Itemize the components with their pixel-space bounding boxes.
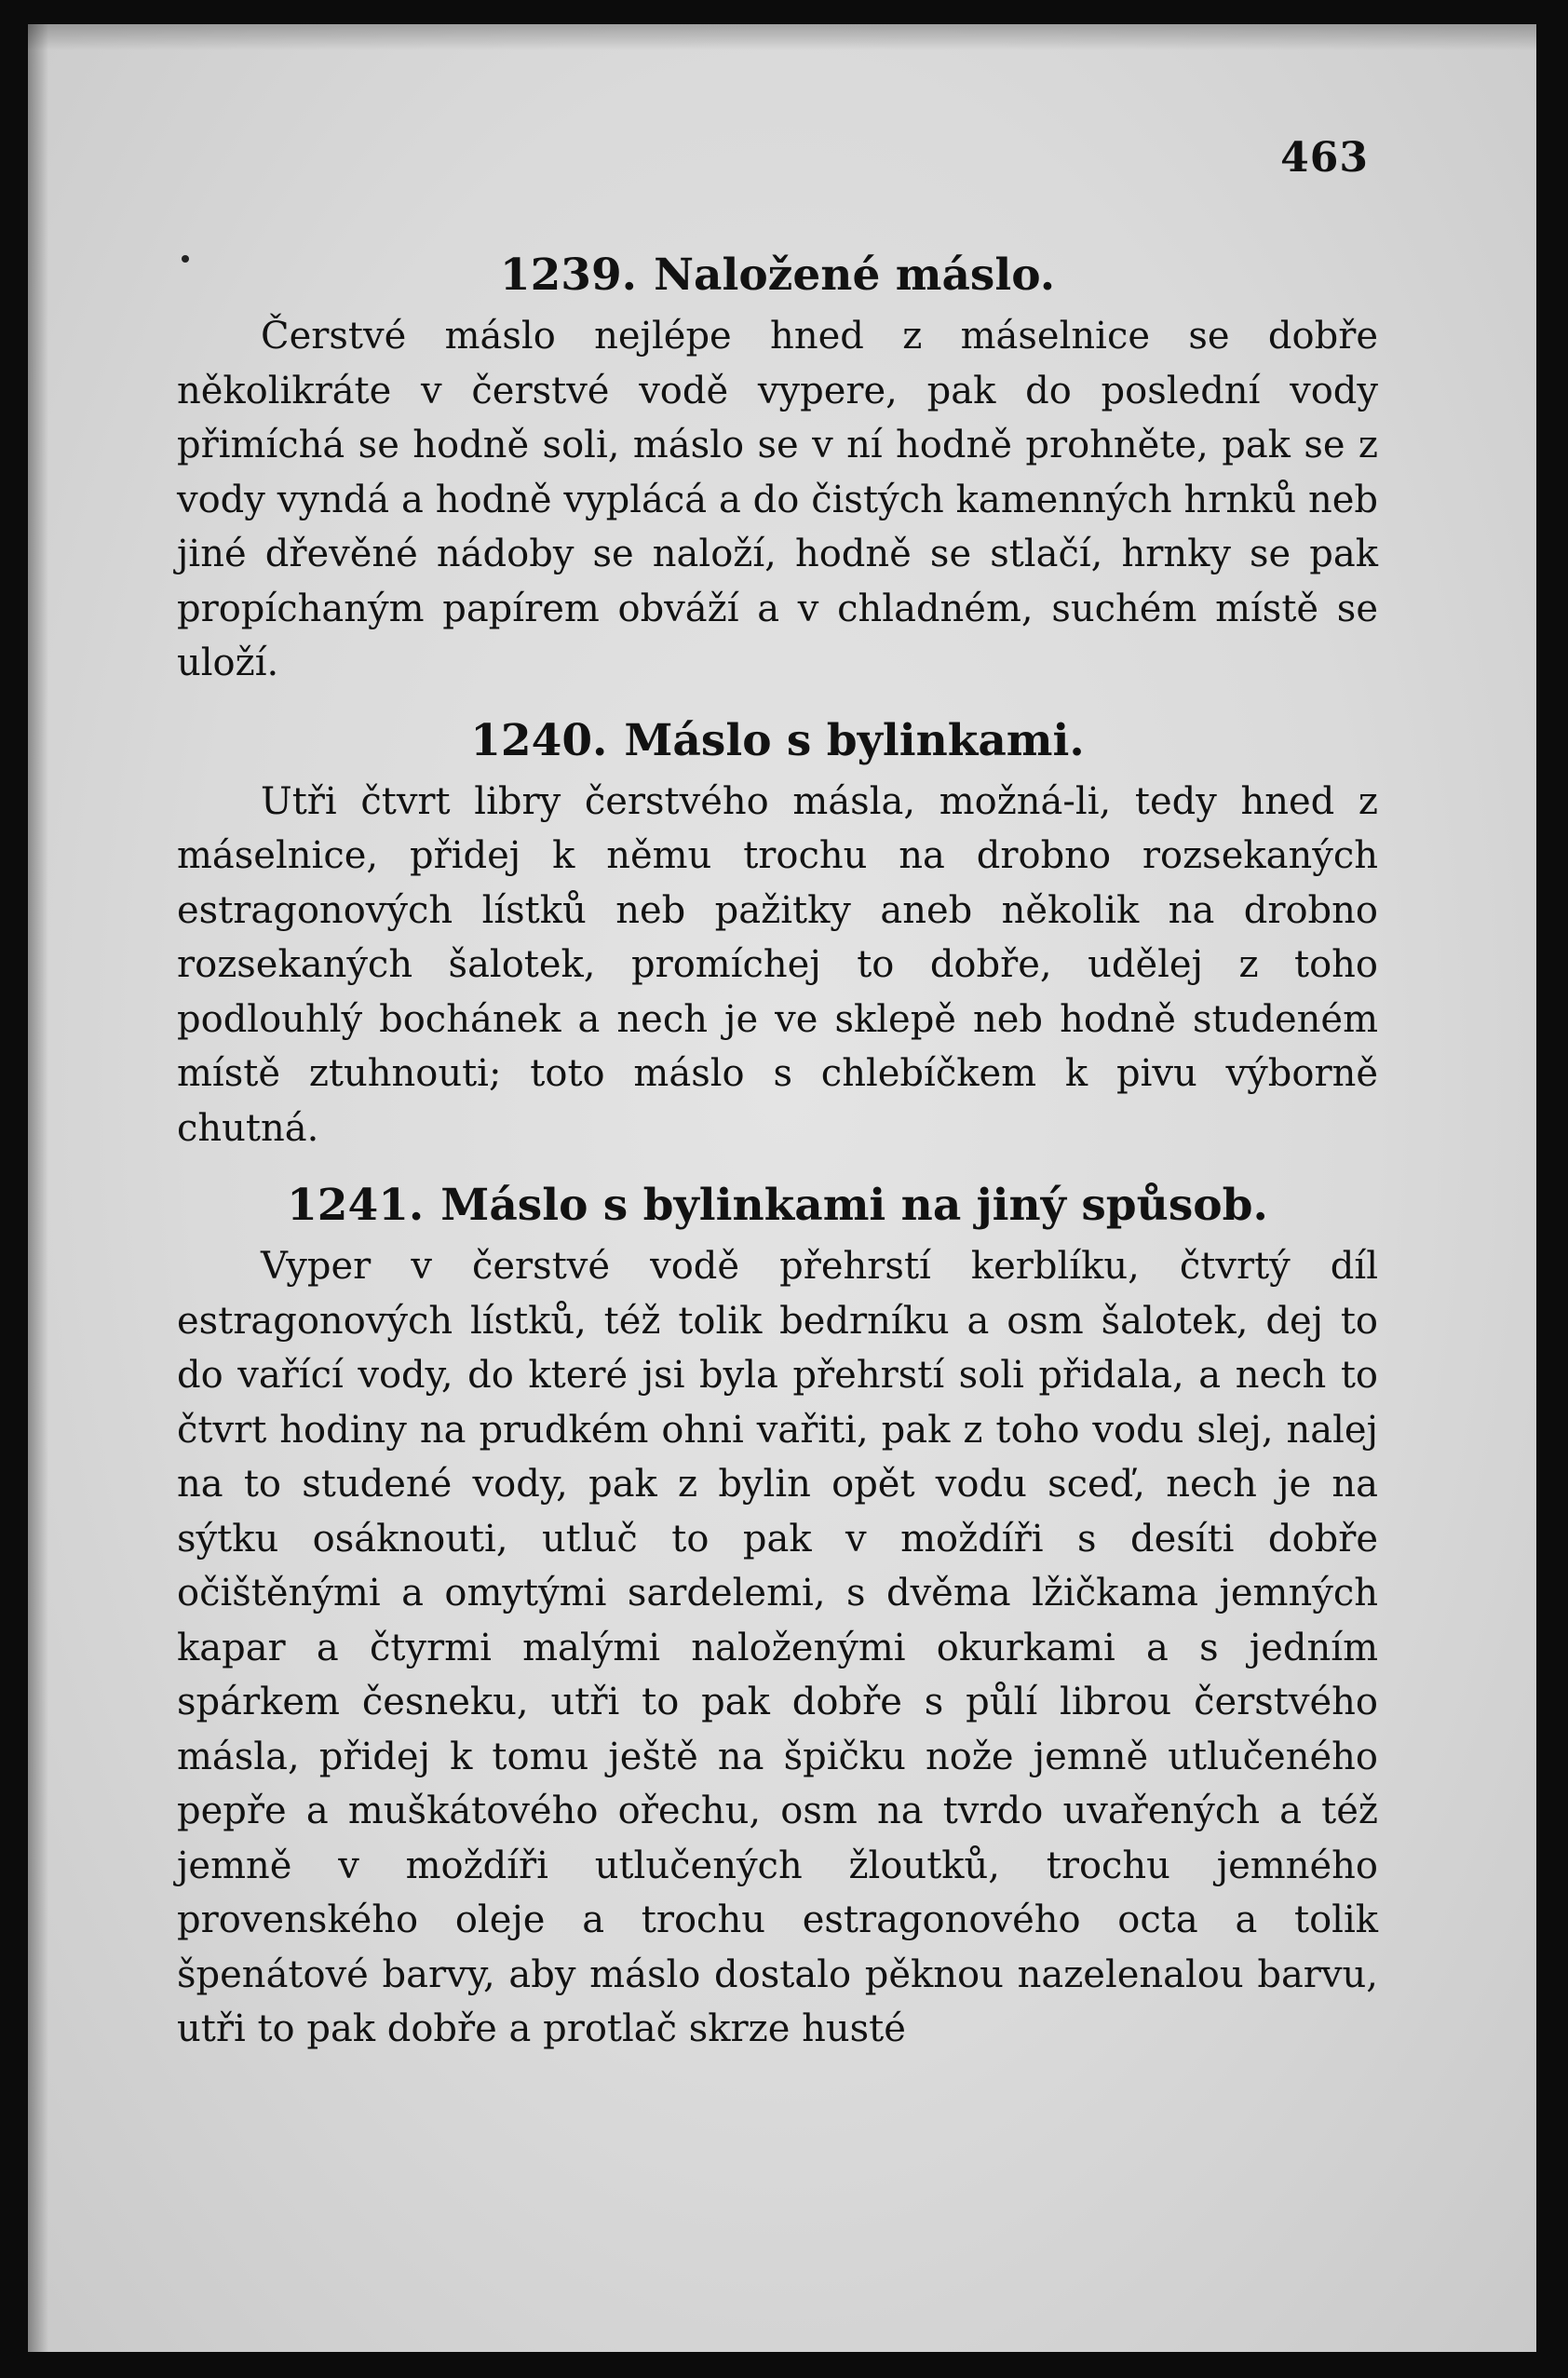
recipe-number: 1240. <box>470 714 608 766</box>
page-number: 463 <box>1280 134 1369 182</box>
recipe-title: Máslo s bylinkami na jiný spůsob. <box>440 1180 1268 1231</box>
recipe-1241 <box>177 1178 1378 2057</box>
recipe-heading <box>177 1178 1378 1234</box>
recipe-text: Čerstvé máslo nejlépe hned z máselnice se dobře několikráte v čerstvé vodě vypere, pak do poslední vody přimíchá se hodně soli, máslo se v ní hodně prohněte, pak se z vody vyndá a hodně vyplácá a do čistých kamenných hrnků neb jiné dřevěné nádoby se naloží, hodně se stlačí, hrnky se pak propíchaným papírem obváží a v chladném, suchém místě se uloží. <box>177 315 1378 684</box>
recipe-1239 <box>177 248 1378 691</box>
book-page <box>28 24 1536 2352</box>
recipe-heading <box>177 713 1378 769</box>
recipe-number: 1239. <box>499 250 638 301</box>
recipe-text: Utři čtvrt libry čerstvého másla, možná-li, tedy hned z máselnice, přidej k němu trochu na drobno rozsekaných estragonových lístků neb pažitky aneb několik na drobno rozsekaných šalotek, promíchej to dobře, udělej z toho podlouhlý bochánek a nech je ve sklepě neb hodně studeném místě ztuhnouti; toto máslo s chlebíčkem k pivu výborně chutná. <box>177 779 1378 1150</box>
recipe-title: Máslo s bylinkami. <box>624 714 1085 766</box>
recipe-heading <box>177 248 1378 304</box>
recipe-number: 1241. <box>287 1180 425 1231</box>
recipe-1240 <box>177 713 1378 1156</box>
recipe-title: Naložené máslo. <box>654 250 1056 301</box>
recipe-text: Vyper v čerstvé vodě přehrstí kerblíku, čtvrtý díl estragonových lístků, též tolik bedrníku a osm šalotek, dej to do vařící vody, do které jsi byla přehrstí soli přidala, a nech to čtvrt hodiny na prudkém ohni vařiti, pak z toho vodu slej, nalej na to studené vody, pak z bylin opět vodu sceď, nech je na sýtku osáknouti, utluč to pak v moždíři s desíti dobře očištěnými a omytými sardelemi, s dvěma lžičkama jemných kapar a čtyrmi malými naloženými okurkami a s jedním spárkem česneku, utři to pak dobře s půlí librou čerstvého másla, přidej k tomu ještě na špičku nože jemně utlučeného pepře a muškátového ořechu, osm na tvrdo uvařených a též jemně v moždíři utlučených žloutků, trochu jemného provenského oleje a trochu estragonového octa a tolik špenátové barvy, aby máslo dostalo pěknou nazelenalou barvu, utři to pak dobře a protlač skrze husté <box>177 1245 1378 2050</box>
page-content <box>177 248 1378 2057</box>
